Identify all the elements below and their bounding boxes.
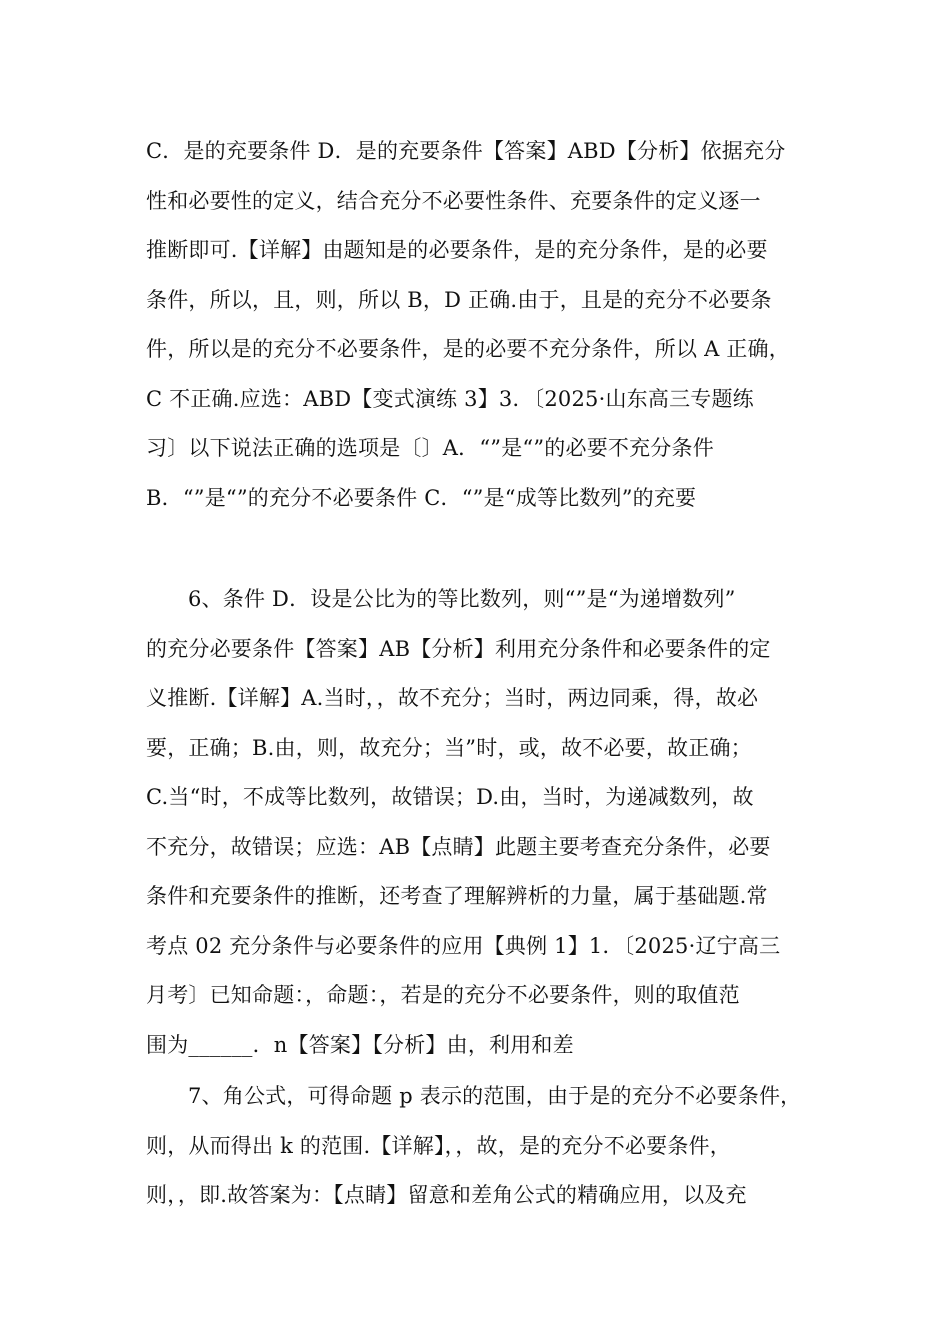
text-line: 则，从而得出 k 的范围.【详解】，，故，是的充分不必要条件， bbox=[146, 1133, 731, 1158]
text-line: 月考〕已知命题：，命题：，若是的充分不必要条件，则的取值范 bbox=[146, 983, 740, 1007]
text-line: 习〕以下说法正确的选项是〔〕A．“”是“”的必要不充分条件 bbox=[146, 436, 714, 460]
text-line: 不充分，故错误；应选：AB【点睛】此题主要考查充分条件，必要 bbox=[146, 834, 771, 859]
text-line: 考点 02 充分条件与必要条件的应用【典例 1】1．〔2025·辽宁高三 bbox=[146, 933, 781, 958]
text-line: 6、条件 D．设是公比为的等比数列，则“”是“为递增数列” bbox=[188, 587, 736, 611]
text-line: B．“”是“”的充分不必要条件 C．“”是“成等比数列”的充要 bbox=[146, 485, 697, 510]
text-line: 的充分必要条件【答案】AB【分析】利用充分条件和必要条件的定 bbox=[146, 636, 771, 661]
text-line: C.当“时，不成等比数列，故错误；D.由，当时，为递减数列，故 bbox=[146, 785, 754, 809]
text-line: 7、角公式，可得命题 p 表示的范围，由于是的充分不必要条件， bbox=[188, 1084, 802, 1108]
paragraph-2 bbox=[146, 575, 811, 1070]
text-line: 要，正确；B.由，则，故充分；当”时，或，故不必要，故正确； bbox=[146, 735, 752, 760]
paragraph-1 bbox=[146, 127, 811, 523]
text-line: 推断即可.【详解】由题知是的必要条件，是的充分条件，是的必要 bbox=[146, 238, 768, 262]
text-line: 条件和充要条件的推断，还考查了理解辨析的力量，属于基础题.常 bbox=[146, 884, 768, 908]
text-line: 性和必要性的定义，结合充分不必要性条件、充要条件的定义逐一 bbox=[146, 188, 761, 213]
paragraph-3 bbox=[146, 1072, 811, 1221]
text-line: 件，所以是的充分不必要条件，是的必要不充分条件，所以 A 正确， bbox=[146, 337, 790, 361]
text-line: 义推断.【详解】A.当时，，故不充分；当时，两边同乘，得，故必 bbox=[146, 686, 759, 710]
text-line: 条件，所以，且，则，所以 B，D 正确.由于，且是的充分不必要条 bbox=[146, 287, 772, 312]
text-line: 则，，即.故答案为：【点睛】留意和差角公式的精确应用，以及充 bbox=[146, 1183, 747, 1207]
text-line: C．是的充要条件 D．是的充要条件【答案】ABD【分析】依据充分 bbox=[146, 139, 786, 163]
text-line: C 不正确.应选：ABD【变式演练 3】3．〔2025·山东高三专题练 bbox=[146, 386, 754, 411]
text-line: 围为______．n【答案】【分析】由，利用和差 bbox=[146, 1032, 574, 1057]
